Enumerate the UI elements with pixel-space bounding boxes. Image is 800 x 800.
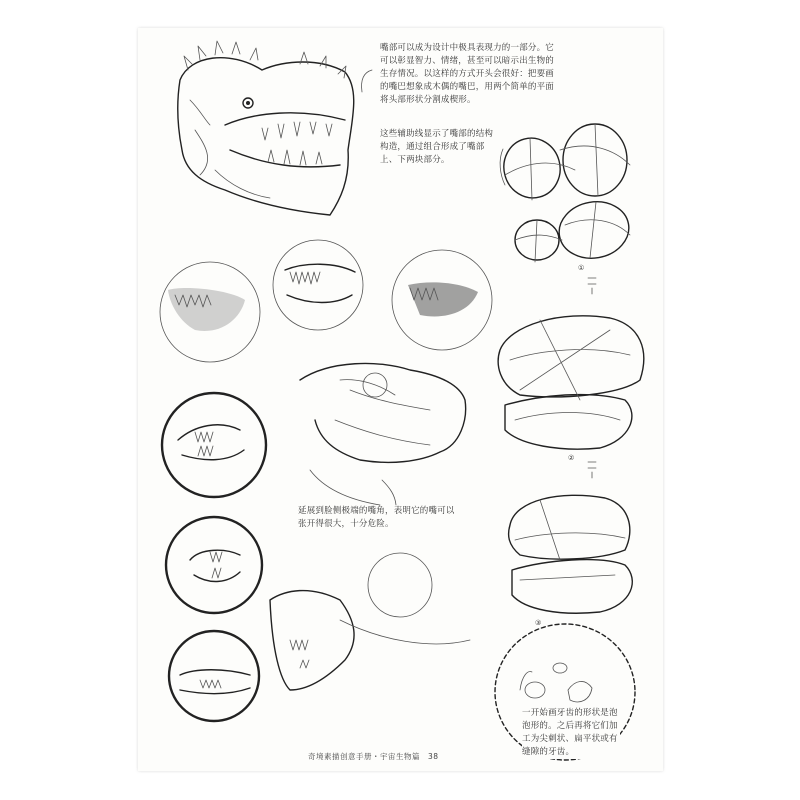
- teeth-vignettes: [160, 240, 492, 362]
- svg-text:①: ①: [578, 264, 585, 272]
- svg-text:②: ②: [568, 454, 575, 462]
- construction-sketch-1: [497, 124, 633, 294]
- note-guide-lines: 这些辅助线显示了嘴部的结构构造，通过组合形成了嘴部上、下两块部分。: [380, 129, 494, 165]
- svg-text:③: ③: [535, 619, 542, 627]
- book-title: 奇境素描创意手册・宇宙生物篇: [308, 752, 420, 761]
- page-number: 38: [428, 752, 439, 761]
- page-footer: [308, 751, 439, 762]
- note-teeth-bubbles: 一开始画牙齿的形状是泡泡形的。之后再将它们加工为尖刺状、扁平状或有缝隙的牙齿。: [522, 707, 620, 759]
- leader-line: [382, 480, 396, 505]
- creature-head-sketch: [178, 41, 354, 215]
- construction-sketch-3: [509, 495, 633, 627]
- mouth-circles: [162, 393, 266, 721]
- note-extend-corner: 延展到脸侧极端的嘴角，表明它的嘴可以张开得很大，十分危险。: [298, 506, 455, 529]
- construction-sketch-2: [498, 316, 644, 478]
- note-mouth-intro: 嘴部可以成为设计中极具表现力的一部分。它可以彰显智力、情绪，甚至可以暗示出生物的生存情况。以这样的方式开头会很好：把要画的嘴巴想象成木偶的嘴巴，用两个简单的平面将头部形状分割成楔形。: [380, 43, 555, 105]
- leader-line: [362, 70, 372, 92]
